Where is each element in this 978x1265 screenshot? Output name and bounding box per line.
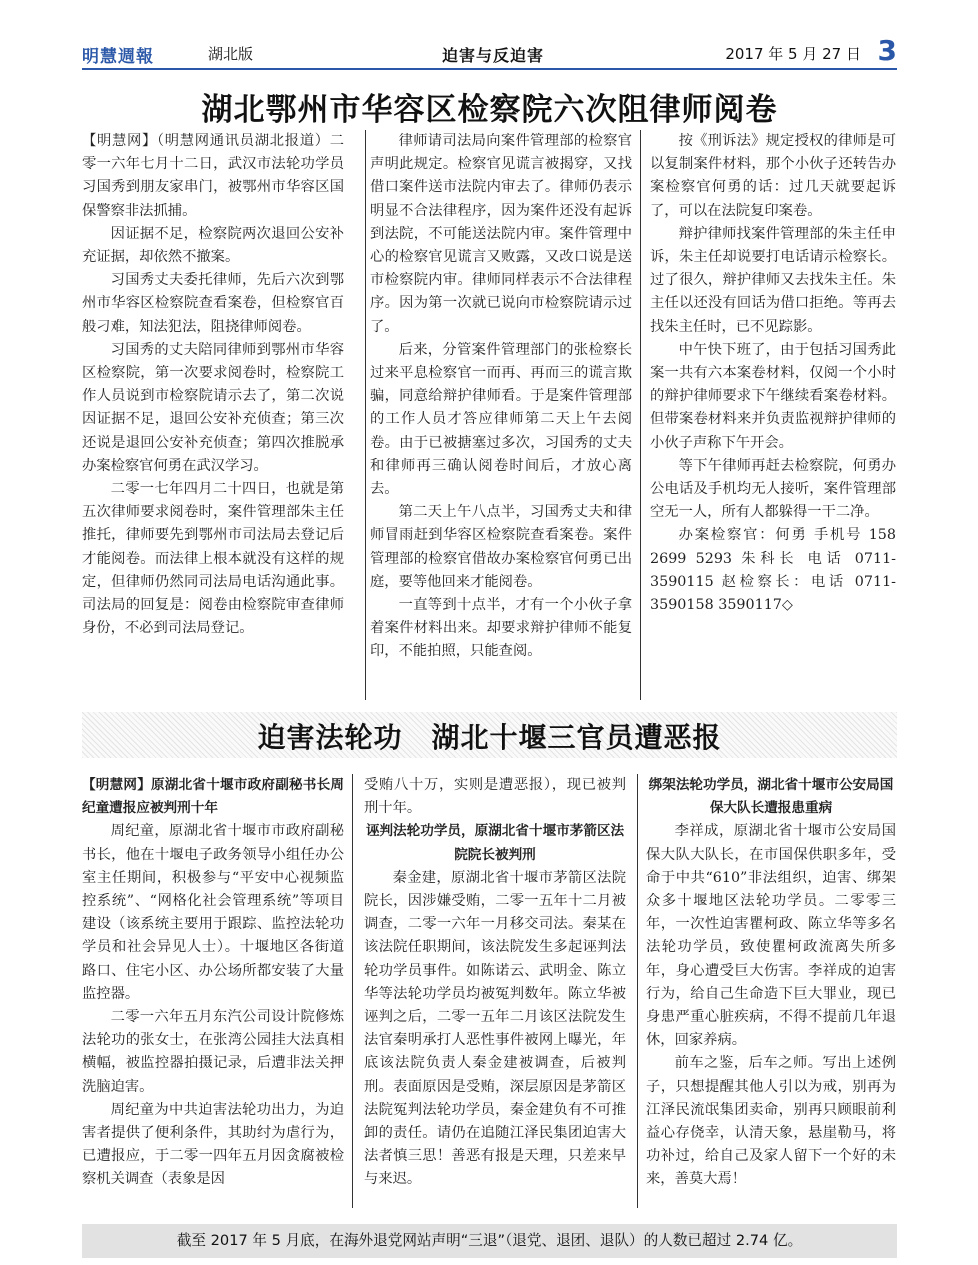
paragraph: 二零一六年五月东汽公司设计院修炼法轮功的张女士，在张湾公园挂大法真相横幅，被监控器拍摄记录，后遭非法关押洗脑迫害。 — [82, 1009, 344, 1095]
paragraph: 辩护律师找案件管理部的朱主任申诉，朱主任却说要打电话请示检察长。过了很久，辩护律师又去找朱主任。朱主任以还没有回话为借口拒绝。等再去找朱主任时，已不见踪影。 — [650, 225, 896, 335]
paragraph: 秦金建，原湖北省十堰市茅箭区法院院长，因涉嫌受贿，二零一五年十二月被调查，二零一六年一月移交司法。秦某在该法院任职期间，该法院发生多起诬判法轮功学员事件。如陈诺云、武明金、陈立华等法轮功学员均被冤判数年。陈立华被诬判之后，二零一五年二月该区法院发生法官秦明承打人恶性事件被网上曝光，年底该法院负责人秦金建被调查，后被判刑。表面原因是受贿，深层原因是茅箭区法院冤判法轮功学员，秦金建负有不可推卸的责任。请仍在追随江泽民集团迫害大法者慎三思！善恶有报是天理，只差来早与来迟。 — [364, 869, 626, 1188]
article1-column-3 — [650, 130, 896, 617]
issue-date: 2017 年 5 月 27 日 — [725, 45, 861, 63]
article2-column-2 — [364, 774, 626, 1192]
section-title: 迫害与反迫害 — [442, 46, 545, 65]
article1-column-1 — [82, 130, 344, 640]
article1-column-2 — [370, 130, 632, 664]
column-divider — [365, 130, 366, 700]
article2-column-3 — [646, 774, 896, 1192]
paragraph: 按《刑诉法》规定授权的律师是可以复制案件材料，那个小伙子还转告办案检察官何勇的话：过几天就要起诉了，可以在法院复印案卷。 — [650, 133, 896, 219]
paragraph: 律师请司法局向案件管理部的检察官声明此规定。检察官见谎言被揭穿，又找借口案件送市法院内审去了。律师仍表示明显不合法律程序，因为案件还没有起诉到法院，不可能送法院内审。案件管理中心的检察官见谎言又败露，又改口说是送市检察院内审。律师同样表示不合法律程序。因为第一次就已说向市检察院请示过了。 — [370, 133, 632, 335]
page-header — [82, 34, 897, 67]
footer-text: 截至 2017 年 5 月底，在海外退党网站声明“三退”（退党、退团、退队）的人数已超过 2.74 亿。 — [176, 1232, 803, 1249]
paragraph: 一直等到十点半，才有一个小伙子拿着案件材料出来。却要求辩护律师不能复印，不能拍照，只能查阅。 — [370, 597, 632, 660]
article2-lead-subheading: 【明慧网】原湖北省十堰市政府副秘书长周纪童遭报应被判刑十年 — [82, 777, 344, 817]
paragraph: 习国秀的丈夫陪同律师到鄂州市华容区检察院，第一次要求阅卷时，检察院工作人员说到市检察院请示去了，第二次说因证据不足，退回公安补充侦查；第三次还说是退回公安补充侦查；第四次推脱承办案检察官何勇在武汉学习。 — [82, 341, 344, 474]
column-divider — [640, 130, 641, 700]
article2-subheading-3: 绑架法轮功学员，湖北省十堰市公安局国保大队长遭报患重病 — [648, 777, 894, 817]
paragraph: 第二天上午八点半，习国秀丈夫和律师冒雨赶到华容区检察院查看案卷。案件管理部的检察官借故办案检察官何勇已出庭，要等他回来才能阅卷。 — [370, 504, 632, 590]
paragraph: 办案检察官：何勇 手机号 158 2699 5293 朱科长 电话 0711-3590115 赵检察长：电话 0711-3590158 3590117◇ — [650, 527, 896, 614]
paragraph: 后来，分管案件管理部门的张检察长过来平息检察官一而再、再而三的谎言欺骗，同意给辩护律师看。于是案件管理部的工作人员才答应律师第二天上午去阅卷。由于已被搪塞过多次，习国秀的丈夫和律师再三确认阅卷时间后，才放心离去。 — [370, 341, 632, 498]
paragraph: 中午快下班了，由于包括习国秀此案一共有六本案卷材料，仅阅一个小时的辩护律师要求下午继续看案卷材料。但带案卷材料来并负责监视辩护律师的小伙子声称下午开会。 — [650, 341, 896, 451]
column-divider — [352, 774, 353, 1208]
paragraph: 周纪童为中共迫害法轮功出力，为迫害者提供了便利条件，其助纣为虐行为，已遭报应，于二零一四年五月因贪腐被检察机关调查（表象是因 — [82, 1101, 344, 1188]
article1-title: 湖北鄂州市华容区检察院六次阻律师阅卷 — [201, 92, 778, 128]
page-number: 3 — [877, 34, 897, 67]
paragraph: 李祥成，原湖北省十堰市公安局国保大队大队长，在市国保供职多年，受命于中共“610”非法组织，迫害、绑架众多十堰地区法轮功学员。二零零三年，一次性迫害瞿柯政、陈立华等多名法轮功学员，致使瞿柯政流离失所多年，身心遭受巨大伤害。李祥成的迫害行为，给自己生命造下巨大罪业，现已身患严重心脏疾病，不得不提前几年退休，回家养病。 — [646, 823, 896, 1049]
edition-label: 湖北版 — [208, 45, 254, 63]
footer-banner — [82, 1224, 897, 1258]
header-rule — [82, 68, 897, 70]
paragraph: 习国秀丈夫委托律师，先后六次到鄂州市华容区检察院查看案卷，但检察官百般刁难，知法犯法，阻挠律师阅卷。 — [82, 272, 344, 335]
paragraph: 【明慧网】（明慧网通讯员湖北报道）二零一六年七月十二日，武汉市法轮功学员习国秀到朋友家串门，被鄂州市华容区国保警察非法抓捕。 — [82, 133, 344, 219]
paragraph: 二零一七年四月二十四日，也就是第五次律师要求阅卷时，案件管理部朱主任推托，律师要先到鄂州市司法局去登记后才能阅卷。而法律上根本就没有这样的规定，但律师仍然同司法局电话沟通此事。司法局的回复是：阅卷由检察院审查律师身份，不必到司法局登记。 — [82, 481, 344, 637]
paragraph: 前车之鉴，后车之师。写出上述例子，只想提醒其他人引以为戒，别再为江泽民流氓集团卖命，别再只顾眼前利益心存侥幸，认清天象，悬崖勒马，将功补过，给自己及家人留下一个好的未来，善莫大焉！ — [646, 1055, 896, 1188]
article2-column-1 — [82, 774, 344, 1192]
paragraph: 因证据不足，检察院两次退回公安补充证据，却依然不撤案。 — [82, 225, 344, 266]
paragraph: 等下午律师再赶去检察院，何勇办公电话及手机均无人接听，案件管理部空无一人，所有人都躲得一干二净。 — [650, 457, 896, 521]
paragraph: 周纪童，原湖北省十堰市市政府副秘书长，他在十堰电子政务领导小组任办公室主任期间，积极参与“平安中心视频监控系统”、“网格化社会管理系统”等项目建设（该系统主要用于跟踪、监控法轮功学员和社会异见人士）。十堰地区各街道路口、住宅小区、办公场所都安装了大量监控器。 — [82, 823, 344, 1002]
masthead: 明慧週報 — [82, 47, 154, 67]
article2-title: 迫害法轮功 湖北十堰三官员遭恶报 — [257, 721, 722, 754]
paragraph: 受贿八十万，实则是遭恶报），现已被判刑十年。 — [364, 777, 626, 817]
column-divider — [637, 774, 638, 1208]
article2-subheading-2: 诬判法轮功学员，原湖北省十堰市茅箭区法院院长被判刑 — [365, 823, 625, 863]
